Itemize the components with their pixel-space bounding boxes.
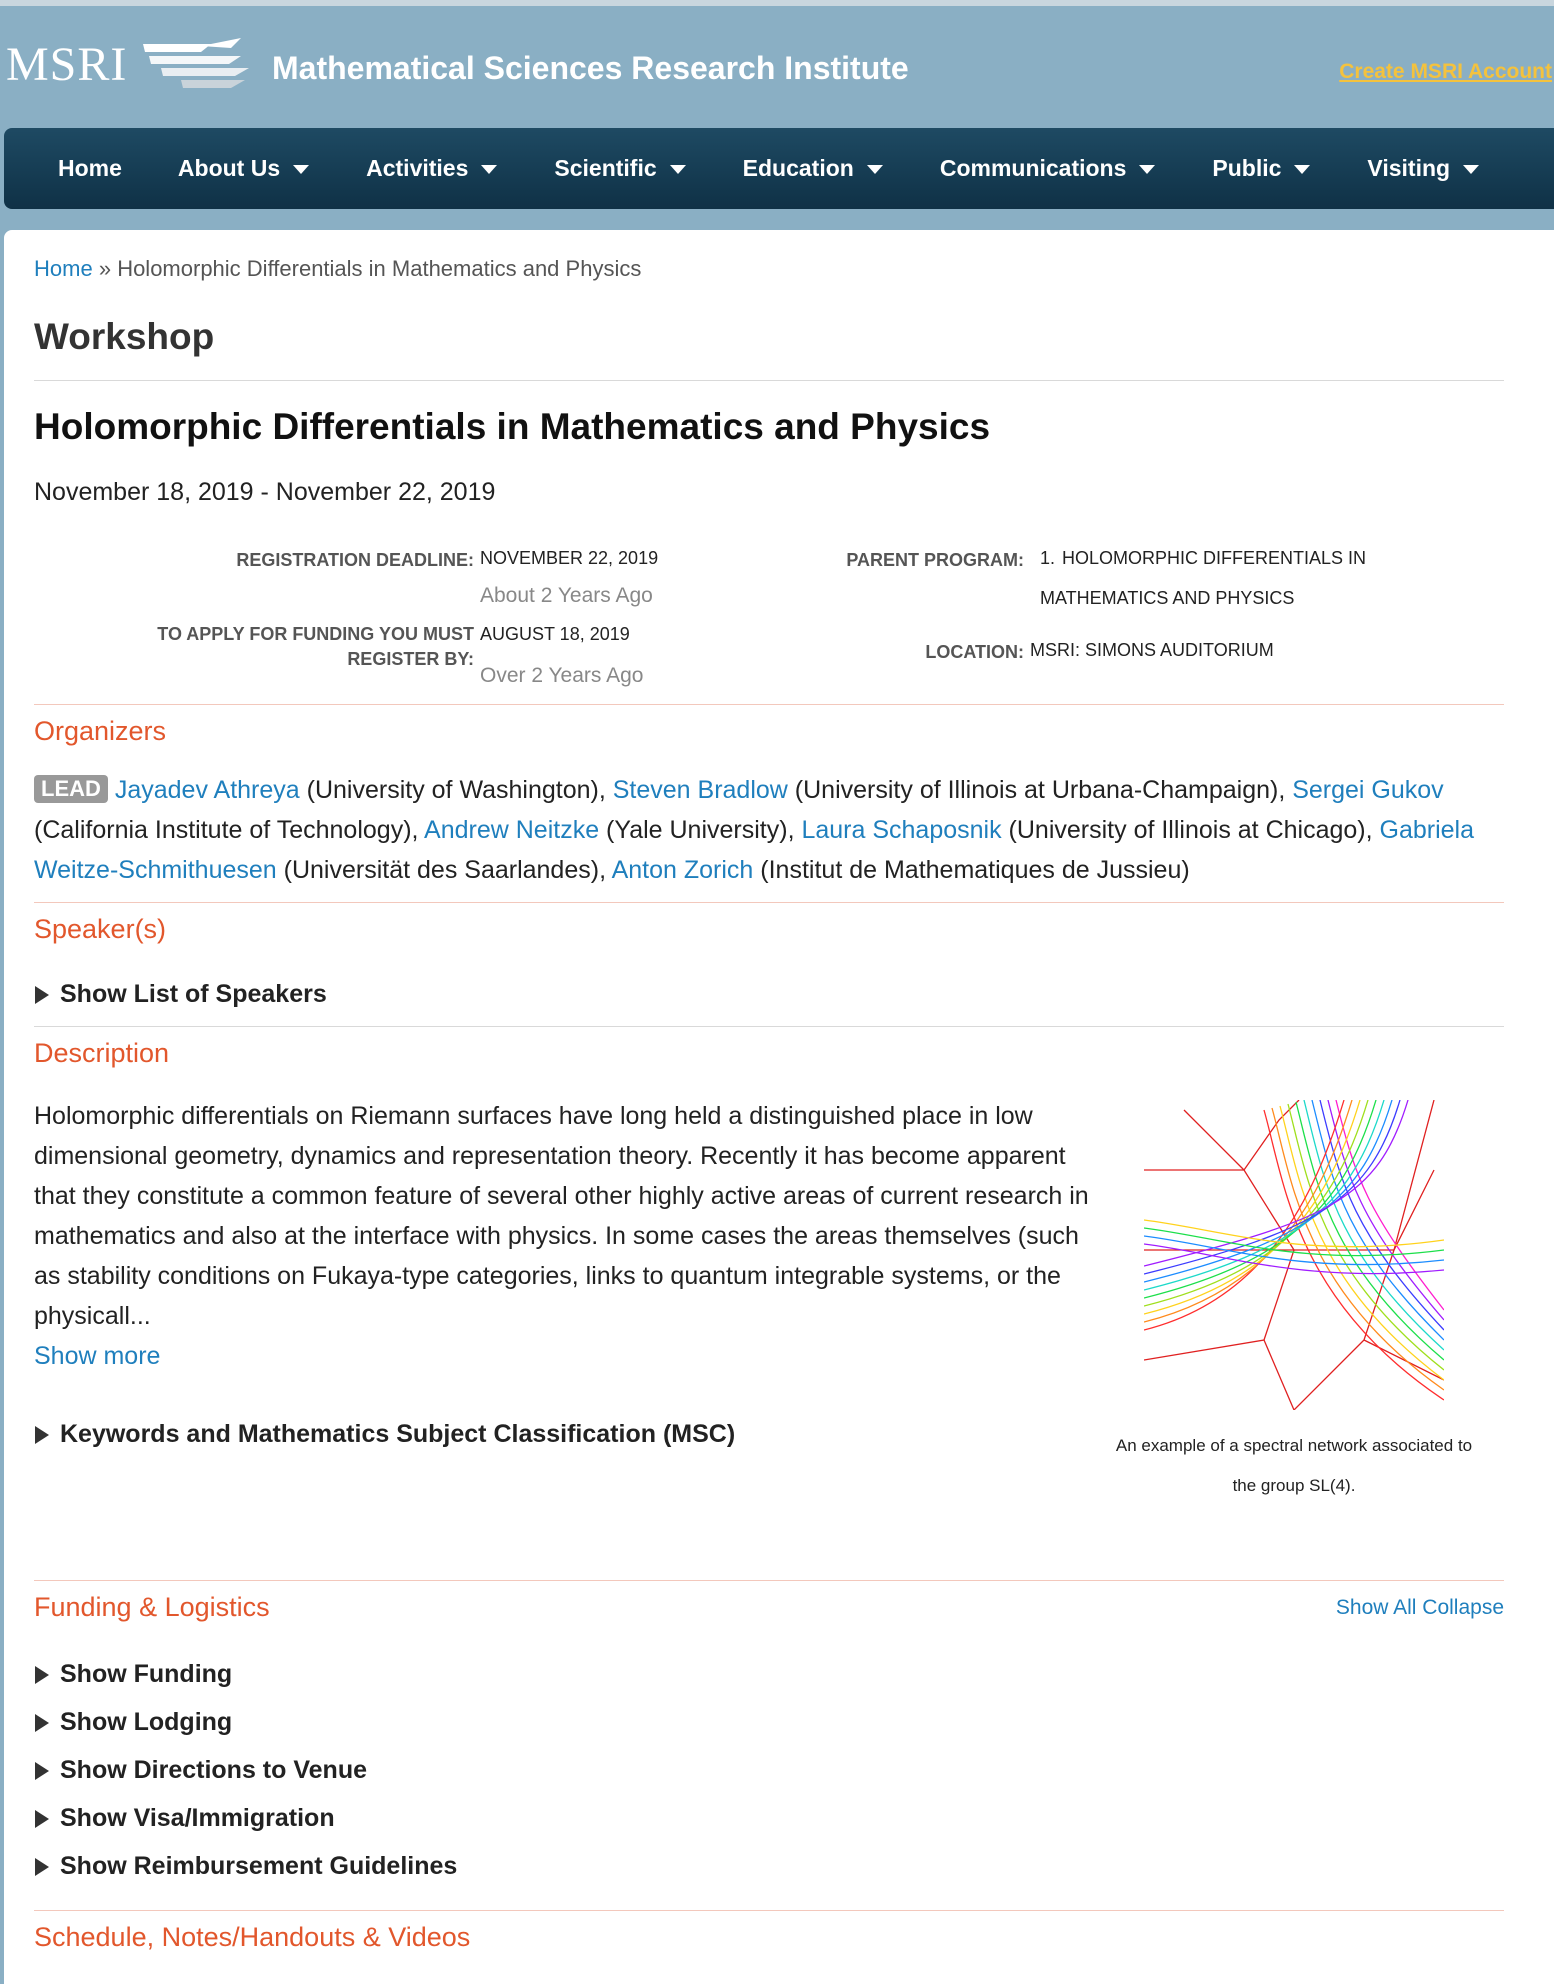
toggle-label: Show Lodging: [60, 1708, 233, 1736]
chevron-down-icon: [669, 163, 687, 175]
chevron-down-icon: [1293, 163, 1311, 175]
triangle-right-icon: [34, 985, 50, 1005]
chevron-down-icon: [292, 163, 310, 175]
show-visa-toggle[interactable]: [34, 1804, 335, 1833]
organizer-affiliation: (Universität des Saarlandes),: [276, 856, 612, 884]
collapse-link[interactable]: Collapse: [1422, 1596, 1504, 1619]
event-dates: November 18, 2019 - November 22, 2019: [34, 478, 496, 506]
funding-deadline-label-line1: TO APPLY FOR FUNDING YOU MUST: [157, 624, 474, 644]
page-kind-heading: Workshop: [34, 316, 215, 357]
description-text: Holomorphic differentials on Riemann surfaces have long held a distinguished place in low dimensional geometry, dynamics and representation theory. Recently it has become apparent that they constitute a common feature of several other highly active areas of current research in mathematics and also at the interface with physics. In some cases the areas themselves (such as stability conditions on Fukaya-type categories, links to quantum integrable systems, or the physicall...: [34, 1102, 1089, 1330]
nav-label: About Us: [177, 155, 281, 181]
figure-caption-line2: the group SL(4).: [1232, 1476, 1356, 1495]
main-content: [4, 230, 1554, 1984]
description-body: [34, 1096, 1094, 1376]
breadcrumb: [34, 256, 1504, 282]
triangle-right-icon: [34, 1761, 50, 1781]
organizer-link[interactable]: Andrew Neitzke: [424, 816, 600, 844]
keywords-toggle[interactable]: [34, 1420, 735, 1449]
organizer-link[interactable]: Sergei Gukov: [1292, 776, 1444, 804]
organizer-link[interactable]: Anton Zorich: [611, 856, 754, 884]
registration-deadline-label: REGISTRATION DEADLINE:: [236, 550, 474, 570]
logo-wings-icon: [141, 36, 251, 92]
nav-label: Scientific: [554, 155, 657, 181]
location-label: LOCATION:: [925, 642, 1024, 662]
chevron-down-icon: [866, 163, 884, 175]
logo-text: MSRI: [6, 37, 128, 91]
funding-deadline-relative: Over 2 Years Ago: [480, 664, 644, 687]
funding-deadline-label: [44, 622, 474, 672]
show-directions-toggle[interactable]: [34, 1756, 367, 1785]
main-nav: [4, 128, 1554, 209]
organizer-affiliation: (University of Illinois at Urbana-Champaign),: [787, 776, 1293, 804]
organizer-link[interactable]: Gabriela Weitze-Schmithuesen: [34, 816, 1475, 884]
toggle-label: Show Funding: [60, 1660, 233, 1688]
nav-scientific[interactable]: [554, 128, 686, 209]
nav-communications[interactable]: [940, 128, 1157, 209]
expand-controls: [1336, 1596, 1504, 1620]
description-heading: Description: [34, 1038, 170, 1068]
toggle-label: Show List of Speakers: [60, 980, 327, 1008]
funding-deadline-label-line2: REGISTER BY:: [347, 649, 474, 669]
create-account-link[interactable]: Create MSRI Account: [1339, 60, 1552, 83]
organizers-heading: Organizers: [34, 716, 167, 746]
nav-public[interactable]: [1212, 128, 1311, 209]
spectral-network-figure: [1144, 1100, 1444, 1410]
speakers-heading: Speaker(s): [34, 914, 167, 944]
triangle-right-icon: [34, 1857, 50, 1877]
nav-visiting[interactable]: [1367, 128, 1480, 209]
show-all-link[interactable]: Show All: [1335, 1596, 1417, 1619]
organizers-list: [34, 770, 1504, 890]
triangle-right-icon: [34, 1809, 50, 1829]
parent-program-label: PARENT PROGRAM:: [846, 550, 1024, 570]
site-header: [0, 6, 1554, 128]
nav-education[interactable]: [743, 128, 884, 209]
show-reimbursement-toggle[interactable]: [34, 1852, 457, 1881]
site-title[interactable]: Mathematical Sciences Research Institute: [272, 50, 909, 86]
divider: [34, 1580, 1504, 1581]
registration-deadline-relative: About 2 Years Ago: [480, 584, 653, 607]
triangle-right-icon: [34, 1425, 50, 1445]
triangle-right-icon: [34, 1713, 50, 1733]
organizer-affiliation: (University of Washington),: [299, 776, 613, 804]
nav-activities[interactable]: [366, 128, 498, 209]
nav-label: Public: [1212, 155, 1282, 181]
parent-program-link-line1[interactable]: HOLOMORPHIC DIFFERENTIALS IN: [1062, 548, 1367, 568]
parent-program-number: 1.: [1040, 548, 1056, 568]
toggle-label: Keywords and Mathematics Subject Classification (MSC): [60, 1420, 736, 1448]
show-lodging-toggle[interactable]: [34, 1708, 232, 1737]
organizer-affiliation: (Institut de Mathematiques de Jussieu): [753, 856, 1190, 884]
show-funding-toggle[interactable]: [34, 1660, 232, 1689]
schedule-heading: Schedule, Notes/Handouts & Videos: [34, 1922, 471, 1952]
breadcrumb-separator: »: [98, 256, 112, 281]
nav-label: Communications: [939, 155, 1127, 181]
funding-deadline-value: AUGUST 18, 2019: [480, 624, 630, 644]
organizer-link[interactable]: Steven Bradlow: [612, 776, 788, 804]
divider: [34, 902, 1504, 903]
breadcrumb-home-link[interactable]: Home: [34, 256, 93, 281]
toggle-label: Show Directions to Venue: [60, 1756, 367, 1784]
registration-deadline-value: NOVEMBER 22, 2019: [480, 548, 659, 568]
msri-logo[interactable]: [6, 36, 251, 92]
organizer-affiliation: (Yale University),: [599, 816, 802, 844]
nav-label: Education: [742, 155, 854, 181]
divider: [34, 704, 1504, 705]
parent-program-link-line2[interactable]: MATHEMATICS AND PHYSICS: [1040, 588, 1295, 608]
nav-about-us[interactable]: [178, 128, 310, 209]
toggle-label: Show Reimbursement Guidelines: [60, 1852, 458, 1880]
toggle-label: Show Visa/Immigration: [60, 1804, 335, 1832]
chevron-down-icon: [480, 163, 498, 175]
nav-label: Home: [58, 155, 122, 181]
figure-caption-line1: An example of a spectral network associated to: [1115, 1436, 1473, 1455]
divider: [34, 1910, 1504, 1911]
funding-heading: Funding & Logistics: [34, 1592, 270, 1622]
nav-label: Visiting: [1367, 155, 1451, 181]
lead-badge: LEAD: [34, 775, 108, 803]
organizer-affiliation: (California Institute of Technology),: [34, 816, 425, 844]
organizer-link[interactable]: Laura Schaposnik: [801, 816, 1002, 844]
nav-label: Activities: [366, 155, 469, 181]
divider: [34, 380, 1504, 381]
organizer-link[interactable]: Jayadev Athreya: [114, 776, 300, 804]
triangle-right-icon: [34, 1665, 50, 1685]
breadcrumb-current: Holomorphic Differentials in Mathematics and Physics: [117, 256, 642, 281]
organizer-affiliation: (University of Illinois at Chicago),: [1001, 816, 1380, 844]
chevron-down-icon: [1462, 163, 1480, 175]
chevron-down-icon: [1138, 163, 1156, 175]
nav-home[interactable]: [58, 128, 122, 209]
divider: [34, 1026, 1504, 1027]
show-speakers-toggle[interactable]: [34, 980, 327, 1009]
figure-caption: [1084, 1426, 1504, 1506]
location-value: MSRI: SIMONS AUDITORIUM: [1030, 640, 1274, 660]
page-title: Holomorphic Differentials in Mathematics and Physics: [34, 406, 991, 447]
show-more-link[interactable]: Show more: [34, 1342, 161, 1370]
